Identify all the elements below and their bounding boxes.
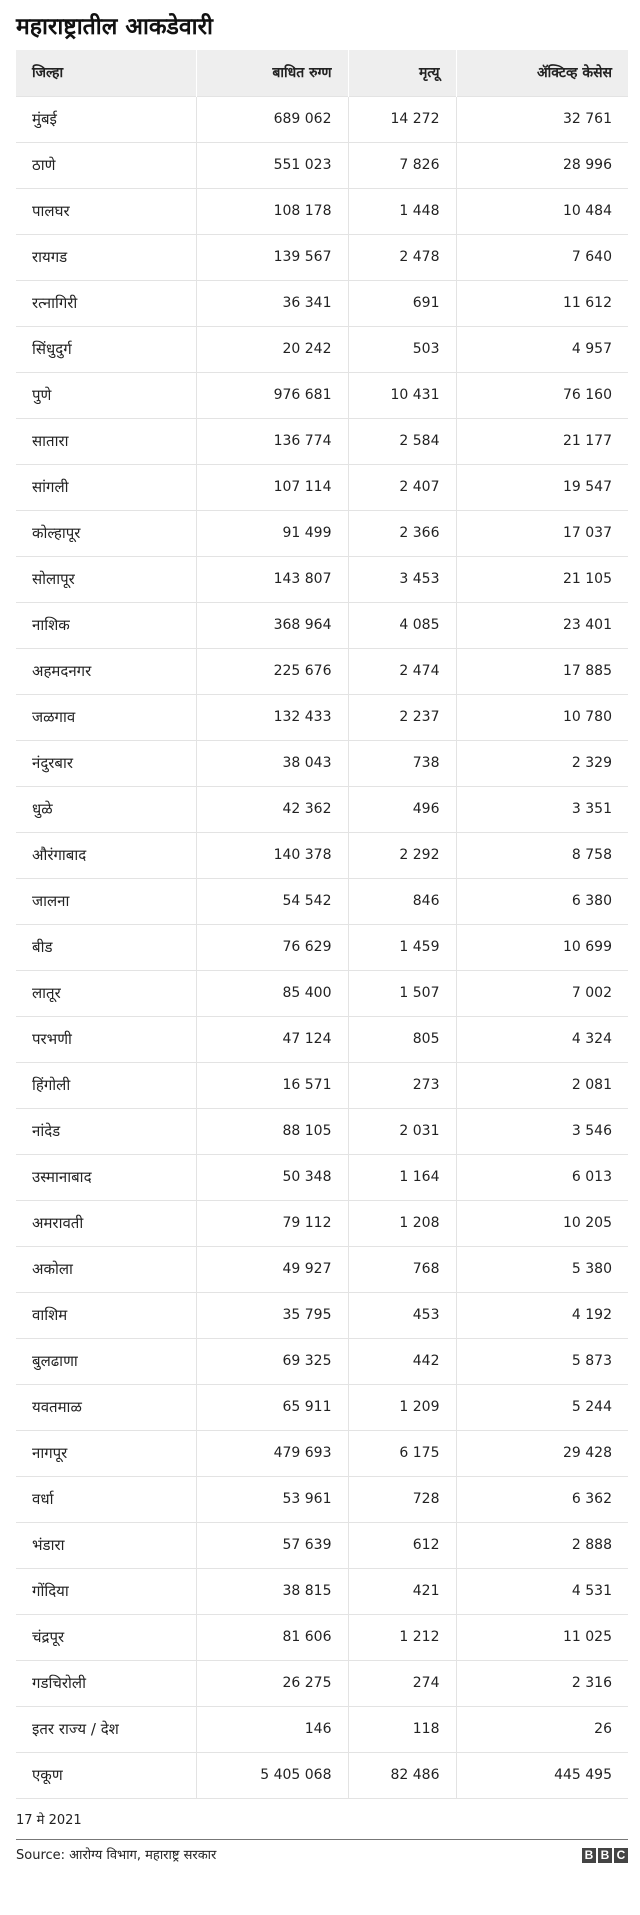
cases-value: 91 499 xyxy=(196,510,348,556)
deaths-value: 738 xyxy=(348,740,456,786)
table-header xyxy=(16,50,628,96)
district-name: गोंदिया xyxy=(16,1568,196,1614)
table-row xyxy=(16,924,628,970)
source-text: Source: आरोग्य विभाग, महाराष्ट्र सरकार xyxy=(16,1847,217,1863)
deaths-value: 612 xyxy=(348,1522,456,1568)
cases-value: 50 348 xyxy=(196,1154,348,1200)
cases-value: 368 964 xyxy=(196,602,348,648)
table-row xyxy=(16,878,628,924)
cases-value: 88 105 xyxy=(196,1108,348,1154)
active-value: 10 780 xyxy=(456,694,628,740)
active-value: 10 205 xyxy=(456,1200,628,1246)
table-row xyxy=(16,142,628,188)
cases-value: 136 774 xyxy=(196,418,348,464)
deaths-value: 2 407 xyxy=(348,464,456,510)
deaths-value: 6 175 xyxy=(348,1430,456,1476)
district-name: भंडारा xyxy=(16,1522,196,1568)
table-row xyxy=(16,1706,628,1752)
district-name: हिंगोली xyxy=(16,1062,196,1108)
table-row xyxy=(16,1016,628,1062)
cases-value: 139 567 xyxy=(196,234,348,280)
table-row xyxy=(16,1338,628,1384)
cases-value: 976 681 xyxy=(196,372,348,418)
active-value: 2 081 xyxy=(456,1062,628,1108)
table-row xyxy=(16,1568,628,1614)
cases-value: 132 433 xyxy=(196,694,348,740)
cases-value: 36 341 xyxy=(196,280,348,326)
table-row xyxy=(16,188,628,234)
deaths-value: 2 584 xyxy=(348,418,456,464)
active-value: 4 324 xyxy=(456,1016,628,1062)
active-value: 5 244 xyxy=(456,1384,628,1430)
district-name: चंद्रपूर xyxy=(16,1614,196,1660)
active-value: 19 547 xyxy=(456,464,628,510)
active-value: 7 002 xyxy=(456,970,628,1016)
cases-value: 65 911 xyxy=(196,1384,348,1430)
table-row xyxy=(16,1614,628,1660)
active-value: 11 025 xyxy=(456,1614,628,1660)
table-row xyxy=(16,234,628,280)
deaths-value: 2 366 xyxy=(348,510,456,556)
cases-value: 551 023 xyxy=(196,142,348,188)
active-value: 26 xyxy=(456,1706,628,1752)
table-body xyxy=(16,96,628,1798)
active-value: 3 351 xyxy=(456,786,628,832)
table-row xyxy=(16,1522,628,1568)
bbc-logo-letter: B xyxy=(598,1848,612,1863)
deaths-value: 1 507 xyxy=(348,970,456,1016)
cases-value: 35 795 xyxy=(196,1292,348,1338)
active-value: 11 612 xyxy=(456,280,628,326)
active-value: 28 996 xyxy=(456,142,628,188)
deaths-value: 82 486 xyxy=(348,1752,456,1798)
table-row xyxy=(16,1292,628,1338)
district-name: अमरावती xyxy=(16,1200,196,1246)
cases-value: 140 378 xyxy=(196,832,348,878)
deaths-value: 728 xyxy=(348,1476,456,1522)
table-row xyxy=(16,740,628,786)
district-name: नांदेड xyxy=(16,1108,196,1154)
cases-value: 42 362 xyxy=(196,786,348,832)
table-row xyxy=(16,372,628,418)
active-value: 6 362 xyxy=(456,1476,628,1522)
district-name: वर्धा xyxy=(16,1476,196,1522)
cases-value: 69 325 xyxy=(196,1338,348,1384)
cases-value: 85 400 xyxy=(196,970,348,1016)
district-name: परभणी xyxy=(16,1016,196,1062)
district-name: सोलापूर xyxy=(16,556,196,602)
district-name: वाशिम xyxy=(16,1292,196,1338)
table-row xyxy=(16,970,628,1016)
district-name: पुणे xyxy=(16,372,196,418)
table-row xyxy=(16,786,628,832)
table-row xyxy=(16,96,628,142)
deaths-value: 2 031 xyxy=(348,1108,456,1154)
district-name: सांगली xyxy=(16,464,196,510)
table-row xyxy=(16,694,628,740)
deaths-value: 4 085 xyxy=(348,602,456,648)
deaths-value: 496 xyxy=(348,786,456,832)
active-value: 8 758 xyxy=(456,832,628,878)
deaths-value: 14 272 xyxy=(348,96,456,142)
table-row xyxy=(16,648,628,694)
deaths-value: 421 xyxy=(348,1568,456,1614)
date-label: 17 मे 2021 xyxy=(16,1812,82,1828)
deaths-value: 10 431 xyxy=(348,372,456,418)
active-value: 21 105 xyxy=(456,556,628,602)
bbc-logo-letter: C xyxy=(614,1848,628,1863)
table-row xyxy=(16,1752,628,1798)
district-name: उस्मानाबाद xyxy=(16,1154,196,1200)
cases-value: 16 571 xyxy=(196,1062,348,1108)
table-row xyxy=(16,1200,628,1246)
header-deaths: मृत्यू xyxy=(348,50,456,96)
cases-value: 76 629 xyxy=(196,924,348,970)
active-value: 76 160 xyxy=(456,372,628,418)
active-value: 4 957 xyxy=(456,326,628,372)
table-row xyxy=(16,832,628,878)
deaths-value: 442 xyxy=(348,1338,456,1384)
district-name: लातूर xyxy=(16,970,196,1016)
active-value: 29 428 xyxy=(456,1430,628,1476)
district-name: गडचिरोली xyxy=(16,1660,196,1706)
district-name: सिंधुदुर्ग xyxy=(16,326,196,372)
header-cases: बाधित रुग्ण xyxy=(196,50,348,96)
bbc-logo xyxy=(582,1848,628,1863)
district-name: अहमदनगर xyxy=(16,648,196,694)
cases-value: 20 242 xyxy=(196,326,348,372)
cases-value: 38 815 xyxy=(196,1568,348,1614)
deaths-value: 2 478 xyxy=(348,234,456,280)
active-value: 21 177 xyxy=(456,418,628,464)
cases-value: 26 275 xyxy=(196,1660,348,1706)
deaths-value: 846 xyxy=(348,878,456,924)
footer xyxy=(16,1839,628,1870)
district-name: नागपूर xyxy=(16,1430,196,1476)
table-row xyxy=(16,602,628,648)
active-value: 4 192 xyxy=(456,1292,628,1338)
table-row xyxy=(16,1246,628,1292)
deaths-value: 274 xyxy=(348,1660,456,1706)
cases-value: 146 xyxy=(196,1706,348,1752)
bbc-logo-letter: B xyxy=(582,1848,596,1863)
deaths-value: 1 208 xyxy=(348,1200,456,1246)
deaths-value: 273 xyxy=(348,1062,456,1108)
deaths-value: 2 237 xyxy=(348,694,456,740)
active-value: 2 329 xyxy=(456,740,628,786)
deaths-value: 2 474 xyxy=(348,648,456,694)
district-name: इतर राज्य / देश xyxy=(16,1706,196,1752)
cases-value: 689 062 xyxy=(196,96,348,142)
table-row xyxy=(16,1384,628,1430)
district-name: रायगड xyxy=(16,234,196,280)
active-value: 3 546 xyxy=(456,1108,628,1154)
table-row xyxy=(16,326,628,372)
deaths-value: 1 459 xyxy=(348,924,456,970)
deaths-value: 3 453 xyxy=(348,556,456,602)
cases-value: 53 961 xyxy=(196,1476,348,1522)
district-name: धुळे xyxy=(16,786,196,832)
district-name: पालघर xyxy=(16,188,196,234)
table-row xyxy=(16,1062,628,1108)
active-value: 10 699 xyxy=(456,924,628,970)
deaths-value: 768 xyxy=(348,1246,456,1292)
deaths-value: 691 xyxy=(348,280,456,326)
table-row xyxy=(16,1108,628,1154)
district-name: मुंबई xyxy=(16,96,196,142)
table-row xyxy=(16,1154,628,1200)
active-value: 5 380 xyxy=(456,1246,628,1292)
cases-value: 5 405 068 xyxy=(196,1752,348,1798)
district-name: अकोला xyxy=(16,1246,196,1292)
active-value: 10 484 xyxy=(456,188,628,234)
table-row xyxy=(16,280,628,326)
cases-value: 107 114 xyxy=(196,464,348,510)
deaths-value: 1 209 xyxy=(348,1384,456,1430)
active-value: 4 531 xyxy=(456,1568,628,1614)
active-value: 23 401 xyxy=(456,602,628,648)
cases-value: 38 043 xyxy=(196,740,348,786)
district-name: औरंगाबाद xyxy=(16,832,196,878)
deaths-value: 805 xyxy=(348,1016,456,1062)
cases-value: 108 178 xyxy=(196,188,348,234)
district-name: जळगाव xyxy=(16,694,196,740)
table-row xyxy=(16,556,628,602)
active-value: 17 037 xyxy=(456,510,628,556)
cases-value: 47 124 xyxy=(196,1016,348,1062)
deaths-value: 118 xyxy=(348,1706,456,1752)
district-name: नंदुरबार xyxy=(16,740,196,786)
table-row xyxy=(16,464,628,510)
cases-value: 54 542 xyxy=(196,878,348,924)
cases-value: 81 606 xyxy=(196,1614,348,1660)
page-container xyxy=(16,10,628,1870)
active-value: 32 761 xyxy=(456,96,628,142)
header-row xyxy=(16,50,628,96)
deaths-value: 1 164 xyxy=(348,1154,456,1200)
active-value: 2 888 xyxy=(456,1522,628,1568)
district-name: बुलढाणा xyxy=(16,1338,196,1384)
district-name: कोल्हापूर xyxy=(16,510,196,556)
district-name: जालना xyxy=(16,878,196,924)
cases-value: 225 676 xyxy=(196,648,348,694)
deaths-value: 1 212 xyxy=(348,1614,456,1660)
page-title: महाराष्ट्रातील आकडेवारी xyxy=(16,14,213,40)
cases-value: 479 693 xyxy=(196,1430,348,1476)
active-value: 5 873 xyxy=(456,1338,628,1384)
table-row xyxy=(16,1660,628,1706)
table-row xyxy=(16,510,628,556)
active-value: 7 640 xyxy=(456,234,628,280)
active-value: 6 013 xyxy=(456,1154,628,1200)
table-row xyxy=(16,418,628,464)
district-name: ठाणे xyxy=(16,142,196,188)
district-name: नाशिक xyxy=(16,602,196,648)
table-row xyxy=(16,1430,628,1476)
district-name: सातारा xyxy=(16,418,196,464)
active-value: 6 380 xyxy=(456,878,628,924)
header-district: जिल्हा xyxy=(16,50,196,96)
deaths-value: 453 xyxy=(348,1292,456,1338)
deaths-value: 7 826 xyxy=(348,142,456,188)
header-active: ॲक्टिव्ह केसेस xyxy=(456,50,628,96)
table-row xyxy=(16,1476,628,1522)
district-stats-table xyxy=(16,50,628,1799)
cases-value: 57 639 xyxy=(196,1522,348,1568)
deaths-value: 1 448 xyxy=(348,188,456,234)
district-name: यवतमाळ xyxy=(16,1384,196,1430)
deaths-value: 2 292 xyxy=(348,832,456,878)
district-name: एकूण xyxy=(16,1752,196,1798)
active-value: 17 885 xyxy=(456,648,628,694)
district-name: रत्नागिरी xyxy=(16,280,196,326)
cases-value: 49 927 xyxy=(196,1246,348,1292)
cases-value: 79 112 xyxy=(196,1200,348,1246)
district-name: बीड xyxy=(16,924,196,970)
active-value: 2 316 xyxy=(456,1660,628,1706)
active-value: 445 495 xyxy=(456,1752,628,1798)
cases-value: 143 807 xyxy=(196,556,348,602)
deaths-value: 503 xyxy=(348,326,456,372)
